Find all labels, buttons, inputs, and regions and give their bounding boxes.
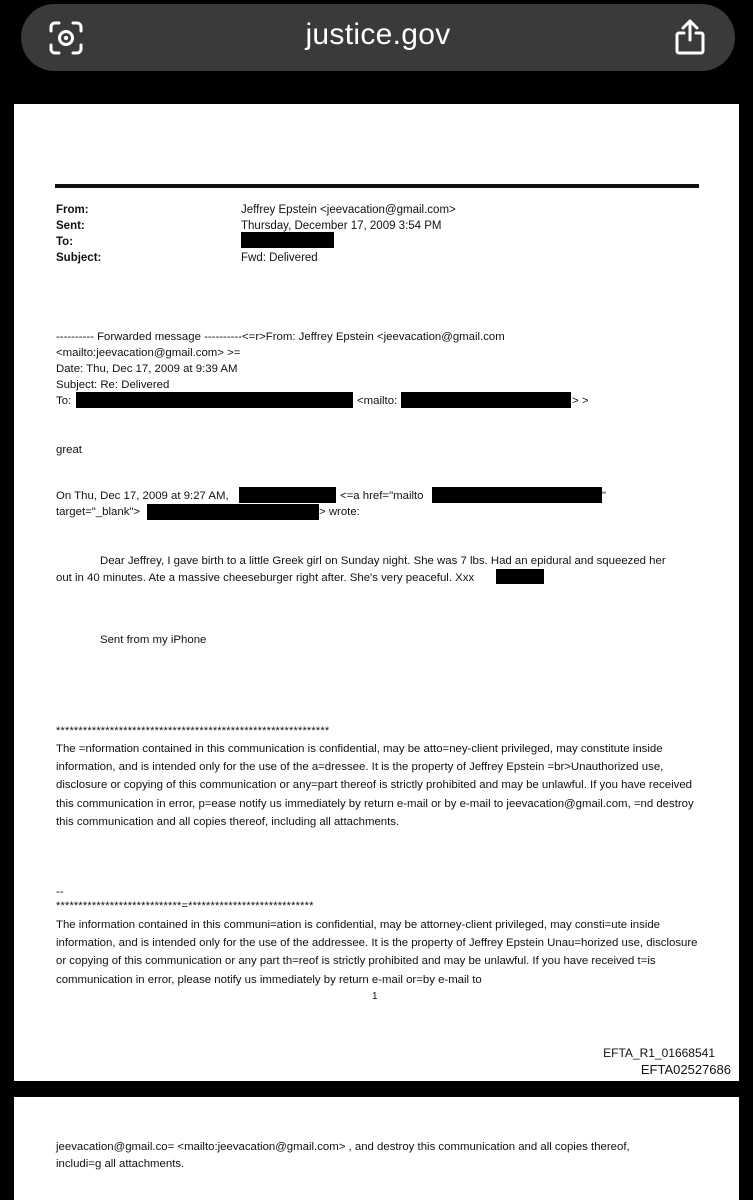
message-line-2: out in 40 minutes. Ate a massive cheeseburger right after. She's very peaceful. Xxx bbox=[56, 572, 475, 584]
message-line-1: Dear Jeffrey, I gave birth to a little Greek girl on Sunday night. She was 7 lbs. Had an epidural and squeezed her bbox=[100, 555, 666, 567]
to-suffix: > > bbox=[572, 395, 589, 407]
target-line-prefix: target="_blank"> bbox=[56, 506, 141, 518]
from-label: From: bbox=[56, 204, 89, 216]
redaction-block bbox=[401, 392, 571, 408]
address-bar[interactable] bbox=[21, 4, 735, 71]
page-number: 1 bbox=[372, 991, 378, 1002]
separator-stars-1: ************************************************************* bbox=[56, 725, 330, 737]
sent-value: Thursday, December 17, 2009 3:54 PM bbox=[241, 220, 442, 232]
page2-line-2: includi=g all attachments. bbox=[56, 1158, 185, 1170]
on-line-prefix: On Thu, Dec 17, 2009 at 9:27 AM, bbox=[56, 490, 229, 502]
forwarded-line-1: ---------- Forwarded message ----------<=r>From: Jeffrey Epstein <jeevacation@gmail.com bbox=[56, 331, 505, 343]
disclaimer-1: The =nformation contained in this communication is confidential, may be atto=ney-client privileged, may constitute inside information, and is intended only for the use of the a=dressee. It is the property of Jeffrey Epstein =br>Unauthorized use, disclosure or copying of this communication or any=part thereof is strictly prohibited and may be unlawful. If you have received this communication in error, p=ease notify us immediately by return e-mail or by e-mail to jeevacation@gmail.com, =nd destroy this communication and all copies thereof, including all attachments. bbox=[56, 743, 694, 828]
url-domain[interactable]: justice.gov bbox=[305, 18, 451, 51]
on-line-quote: " bbox=[602, 490, 607, 502]
reply-great: great bbox=[56, 444, 82, 456]
from-value: Jeffrey Epstein <jeevacation@gmail.com> bbox=[241, 204, 456, 216]
sent-from-iphone: Sent from my iPhone bbox=[100, 634, 207, 646]
subject-label: Subject: bbox=[56, 252, 102, 264]
wrote-text: > wrote: bbox=[319, 506, 360, 518]
document-page-1 bbox=[14, 104, 739, 1081]
on-line-ahref: <=a href="mailto bbox=[340, 490, 424, 502]
date-line: Date: Thu, Dec 17, 2009 at 9:39 AM bbox=[56, 363, 238, 375]
to-label: To: bbox=[56, 236, 74, 248]
separator-stars-2: ****************************=**************************** bbox=[56, 900, 314, 912]
document-page-2 bbox=[14, 1097, 739, 1200]
redaction-block bbox=[147, 504, 319, 520]
to-line-prefix: To: bbox=[56, 395, 72, 407]
subject-value: Fwd: Delivered bbox=[241, 252, 318, 264]
redaction-block bbox=[241, 232, 334, 248]
subject-line: Subject: Re: Delivered bbox=[56, 379, 170, 391]
redaction-block bbox=[76, 392, 353, 408]
to-mailto: <mailto: bbox=[357, 395, 398, 407]
efta-id-1: EFTA_R1_01668541 bbox=[603, 1046, 715, 1060]
redaction-block bbox=[432, 487, 602, 503]
disclaimer-2: The information contained in this communi=ation is confidential, may be attorney-client privileged, may consti=ute inside information, and is intended only for the use of the addressee. It is the property of Jeffrey Epstein Unau=horized use, disclosure or copying of this communication or any part th=reof is strictly prohibited and may be unlawful. If you have received t=is communication in error, please notify us immediately by return e-mail or=by e-mail to bbox=[56, 919, 698, 986]
share-icon[interactable] bbox=[673, 18, 707, 56]
redaction-block bbox=[496, 569, 544, 584]
redaction-block bbox=[239, 487, 336, 503]
header-rule bbox=[55, 184, 699, 188]
sent-label: Sent: bbox=[56, 220, 85, 232]
efta-id-2: EFTA02527686 bbox=[640, 1062, 731, 1077]
signature-dashes: -- bbox=[56, 886, 64, 898]
page2-line-1: jeevacation@gmail.co= <mailto:jeevacation@gmail.com> , and destroy this communication and all copies thereof, bbox=[56, 1141, 630, 1153]
forwarded-line-2: <mailto:jeevacation@gmail.com> >= bbox=[56, 347, 241, 359]
